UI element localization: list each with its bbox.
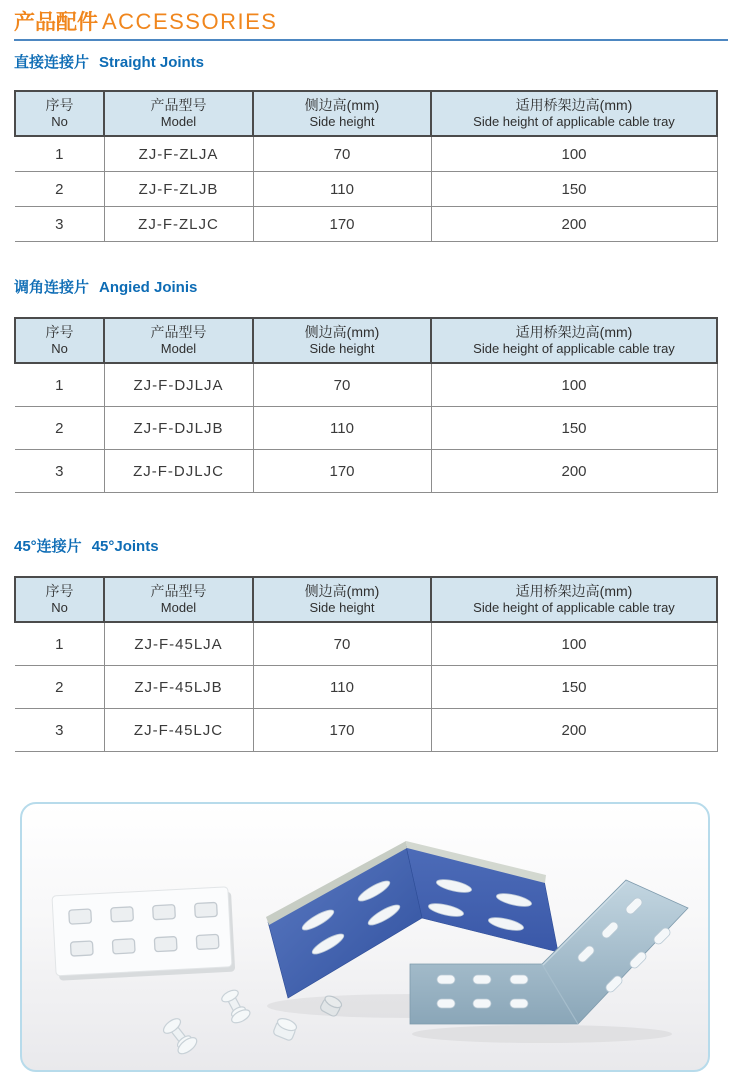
section-heading-zh: 直接连接片 [14,54,90,71]
section-heading-zh: 调角连接片 [14,279,90,296]
product-photos-image [22,804,708,1070]
col-header-side-height: 侧边高(mm) Side height [253,91,431,136]
section-heading-angled-joints [14,278,730,297]
cell-no: 2 [15,407,104,450]
cell-no: 2 [15,666,104,709]
cell-model: ZJ-F-DJLJC [104,450,253,493]
table-row [15,450,717,493]
col-header-no: 序号 No [15,91,104,136]
45-joints-table [14,576,718,752]
table-header-row [15,577,717,622]
cell-no: 3 [15,450,104,493]
cell-applicable-height: 200 [431,709,717,752]
cell-side-height: 110 [253,407,431,450]
cell-no: 1 [15,622,104,666]
cell-applicable-height: 200 [431,450,717,493]
cell-side-height: 70 [253,136,431,172]
cell-model: ZJ-F-ZLJB [104,172,253,207]
section-straight-joints [0,53,730,242]
cell-applicable-height: 200 [431,207,717,242]
section-heading-en: 45°Joints [91,538,159,555]
cell-side-height: 70 [253,363,431,407]
cell-side-height: 110 [253,172,431,207]
cell-applicable-height: 150 [431,666,717,709]
table-row [15,363,717,407]
cell-side-height: 110 [253,666,431,709]
page-title-zh: 产品配件 [14,11,98,34]
angled-joints-table [14,317,718,493]
col-header-model: 产品型号 Model [104,91,253,136]
col-header-applicable-height: 适用桥架边高(mm) Side height of applicable cable tray [431,91,717,136]
cell-side-height: 70 [253,622,431,666]
cell-model: ZJ-F-45LJB [104,666,253,709]
table-row [15,172,717,207]
cell-model: ZJ-F-45LJA [104,622,253,666]
col-header-model: 产品型号 Model [104,318,253,363]
col-header-applicable-height: 适用桥架边高(mm) Side height of applicable cable tray [431,318,717,363]
page-title [14,6,728,35]
cell-side-height: 170 [253,207,431,242]
col-header-side-height: 侧边高(mm) Side height [253,318,431,363]
cell-applicable-height: 100 [431,363,717,407]
page-header [14,6,728,41]
cell-applicable-height: 150 [431,172,717,207]
cell-model: ZJ-F-ZLJC [104,207,253,242]
cell-no: 2 [15,172,104,207]
col-header-no: 序号 No [15,577,104,622]
cell-no: 1 [15,363,104,407]
table-row [15,407,717,450]
cell-no: 3 [15,709,104,752]
col-header-side-height: 侧边高(mm) Side height [253,577,431,622]
cell-no: 1 [15,136,104,172]
section-heading-zh: 45°连接片 [14,538,82,555]
cell-side-height: 170 [253,709,431,752]
cell-model: ZJ-F-45LJC [104,709,253,752]
section-heading-en: Angied Joinis [99,279,198,296]
cell-no: 3 [15,207,104,242]
cell-model: ZJ-F-ZLJA [104,136,253,172]
table-row [15,709,717,752]
col-header-applicable-height: 适用桥架边高(mm) Side height of applicable cable tray [431,577,717,622]
section-heading-en: Straight Joints [99,54,205,71]
section-45-joints [0,537,730,752]
page-title-en: ACCESSORIES [102,9,278,34]
table-header-row [15,318,717,363]
straight-joints-table [14,90,718,242]
cell-applicable-height: 150 [431,407,717,450]
section-heading-straight-joints [14,53,730,72]
cell-side-height: 170 [253,450,431,493]
cell-model: ZJ-F-DJLJB [104,407,253,450]
cell-model: ZJ-F-DJLJA [104,363,253,407]
cell-applicable-height: 100 [431,622,717,666]
table-row [15,666,717,709]
cell-applicable-height: 100 [431,136,717,172]
table-row [15,207,717,242]
col-header-no: 序号 No [15,318,104,363]
straight-joint-plate-photo [52,887,235,981]
section-heading-45-joints [14,537,730,556]
product-photo-panel [20,802,710,1072]
col-header-model: 产品型号 Model [104,577,253,622]
table-row [15,136,717,172]
section-angled-joints [0,278,730,493]
table-row [15,622,717,666]
table-header-row [15,91,717,136]
